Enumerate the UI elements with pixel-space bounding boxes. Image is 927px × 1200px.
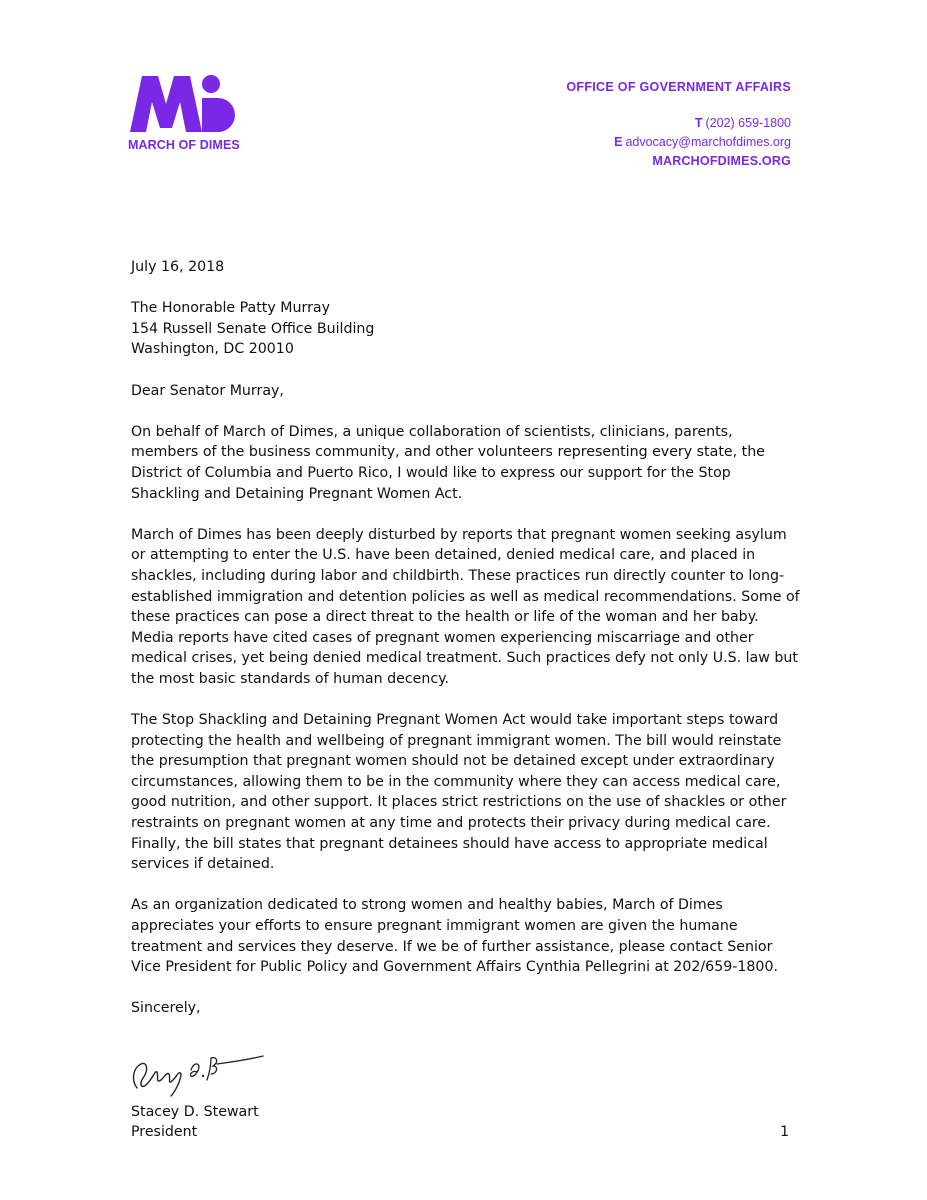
phone-number: (202) 659-1800	[705, 116, 791, 130]
phone-label: T	[694, 116, 703, 130]
recipient-street: 154 Russell Senate Office Building	[131, 320, 375, 337]
salutation: Dear Senator Murray,	[131, 382, 284, 399]
email-label: E	[614, 135, 623, 149]
paragraph: On behalf of March of Dimes, a unique collaboration of scientists, clinicians, parents, members of the business community, and other volunteers representing every state, the District of Columbia and Puerto Rico, I would like to express our support for the Stop Shackling and Detaining Pregnant Women Act.	[131, 423, 765, 502]
march-of-dimes-logo	[128, 72, 252, 162]
closing: Sincerely,	[131, 1000, 201, 1017]
email-address[interactable]: advocacy@marchofdimes.org	[625, 135, 791, 149]
email-line	[566, 133, 791, 152]
office-title: OFFICE OF GOVERNMENT AFFAIRS	[566, 80, 791, 94]
contact-block	[566, 80, 791, 171]
logo-text: MARCH OF DIMES	[128, 138, 240, 152]
phone-line	[566, 114, 791, 133]
signature-icon	[127, 1040, 267, 1098]
letter-date: July 16, 2018	[131, 259, 225, 275]
letter-body	[131, 257, 801, 1143]
paragraph: The Stop Shackling and Detaining Pregnant Women Act would take important steps toward protecting the health and wellbeing of pregnant immigrant women. The bill would reinstate the presumption that pregnant women should not be detained except under extraordinary circumstances, allowing them to be in the community where they can access medical care, good nutrition, and other support. It places strict restrictions on the use of shackles or other restraints on pregnant women at any time and protects their privacy during medical care. Finally, the bill states that pregnant detainees should have access to appropriate medical services if detained.	[131, 712, 787, 873]
recipient-name: The Honorable Patty Murray	[131, 300, 331, 317]
signer-title: President	[131, 1124, 198, 1141]
recipient-address	[131, 298, 801, 360]
logo-mark-icon	[128, 72, 238, 134]
paragraph: As an organization dedicated to strong women and healthy babies, March of Dimes appreciates your efforts to ensure pregnant immigrant women are given the humane treatment and services they deserve. If we be of further assistance, please contact Senior Vice President for Public Policy and Government Affairs Cynthia Pellegrini at 202/659-1800.	[131, 897, 778, 976]
website-link[interactable]: MARCHOFDIMES.ORG	[652, 154, 791, 168]
recipient-city: Washington, DC 20010	[131, 341, 294, 358]
page-number: 1	[780, 1124, 789, 1140]
paragraph: March of Dimes has been deeply disturbed by reports that pregnant women seeking asylum or attempting to enter the U.S. have been detained, denied medical care, and placed in shackles, including during labor and childbirth. These practices run directly counter to long-established immigration and detention policies as well as medical recommendations. Some of these practices can pose a direct threat to the health or life of the woman and her baby. Media reports have cited cases of pregnant women experiencing miscarriage and other medical crises, yet being denied medical treatment. Such practices defy not only U.S. law but the most basic standards of human decency.	[131, 526, 800, 687]
signer-name: Stacey D. Stewart	[131, 1103, 259, 1120]
